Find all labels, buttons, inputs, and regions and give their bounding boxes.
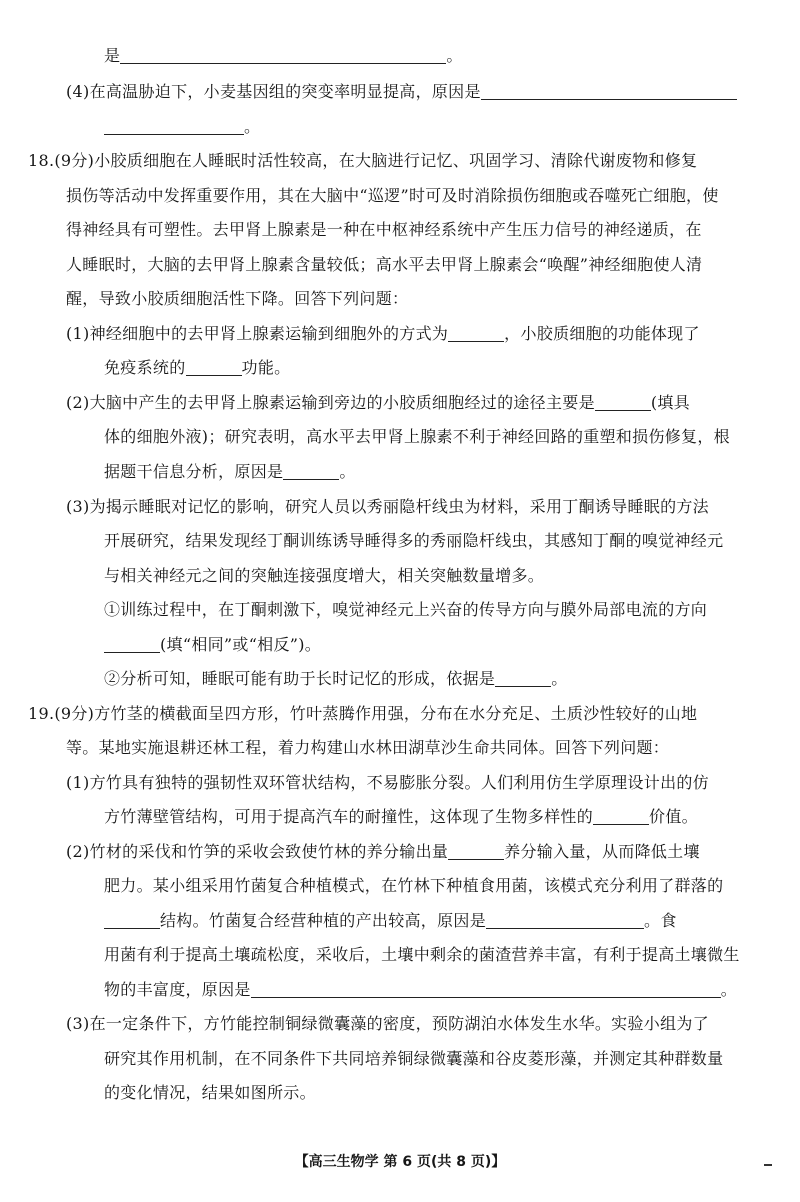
answer-blank	[593, 808, 649, 825]
text: 养分输入量，从而降低土壤	[504, 842, 700, 861]
text: 功能。	[241, 358, 291, 377]
answer-blank	[448, 325, 504, 342]
text: (1)神经细胞中的去甲肾上腺素运输到细胞外的方式为	[66, 324, 449, 343]
q17-part4-cont	[104, 117, 260, 137]
q18-stem: 损伤等活动中发挥重要作用，其在大脑中“巡逻”时可及时消除损伤细胞或吞噬死亡细胞，使	[66, 186, 719, 205]
q19-part2-cont: 用菌有利于提高土壤疏松度，采收后，土壤中剩余的菌渣营养丰富，有利于提高土壤微生	[104, 945, 740, 964]
q18-sub1-cont	[104, 635, 321, 655]
text: (填具	[650, 393, 691, 412]
text: 免疫系统的	[104, 358, 186, 377]
q17-line	[104, 46, 463, 66]
text: (2)大脑中产生的去甲肾上腺素运输到旁边的小胶质细胞经过的途径主要是	[66, 393, 595, 412]
q19-part1-cont	[104, 807, 698, 827]
q18-part3: (3)为揭示睡眠对记忆的影响，研究人员以秀丽隐杆线虫为材料，采用丁酮诱导睡眠的方法	[66, 497, 709, 516]
q19-stem: 等。某地实施退耕还林工程，着力构建山水林田湖草沙生命共同体。回答下列问题：	[66, 738, 670, 757]
text: 是	[104, 46, 121, 65]
answer-blank	[104, 636, 160, 653]
q19-part3: (3)在一定条件下，方竹能控制铜绿微囊藻的密度，预防湖泊水体发生水华。实验小组为了	[66, 1014, 709, 1033]
text: 结构。竹菌复合经营种植的产出较高，原因是	[160, 911, 487, 930]
text: 。	[339, 462, 356, 481]
text: 方竹薄壁管结构，可用于提高汽车的耐撞性，这体现了生物多样性的	[104, 807, 594, 826]
q18-part2-cont: 体的细胞外液)；研究表明，高水平去甲肾上腺素不利于神经回路的重塑和损伤修复，根	[104, 427, 730, 446]
answer-blank	[251, 981, 721, 998]
answer-blank	[104, 118, 244, 135]
text: 据题干信息分析，原因是	[104, 462, 284, 481]
answer-blank	[283, 463, 339, 480]
q19-part2-cont: 肥力。某小组采用竹菌复合种植模式，在竹林下种植食用菌，该模式充分利用了群落的	[104, 876, 724, 895]
q19-part2-cont	[104, 980, 737, 1000]
text: 价值。	[649, 807, 698, 826]
q19-part2-cont	[104, 911, 677, 931]
q18-stem: 18.(9分)小胶质细胞在人睡眠时活性较高，在大脑进行记忆、巩固学习、清除代谢废物和修复	[28, 151, 698, 170]
q19-part2	[66, 842, 700, 862]
q18-stem: 醒，导致小胶质细胞活性下降。回答下列问题：	[66, 289, 409, 308]
q19-part1: (1)方竹具有独特的强韧性双环管状结构，不易膨胀分裂。人们利用仿生学原理设计出的仿	[66, 773, 709, 792]
text: 。	[551, 669, 568, 688]
text: (填“相同”或“相反”)。	[160, 635, 322, 654]
page-footer: 【高三生物学 第 6 页(共 8 页)】	[294, 1154, 506, 1170]
text: ，小胶质细胞的功能体现了	[504, 324, 700, 343]
text: ②分析可知，睡眠可能有助于长时记忆的形成，依据是	[104, 669, 496, 688]
text: 。	[446, 46, 463, 65]
answer-blank	[595, 394, 651, 411]
answer-blank	[186, 359, 242, 376]
q18-part3: 开展研究，结果发现经丁酮训练诱导睡得多的秀丽隐杆线虫，其感知丁酮的嗅觉神经元	[104, 531, 724, 550]
q19-stem: 19.(9分)方竹茎的横截面呈四方形，竹叶蒸腾作用强，分布在水分充足、土质沙性较好的山地	[28, 704, 698, 723]
q18-sub2	[104, 669, 568, 689]
q18-part2-cont	[104, 462, 356, 482]
q19-part3: 研究其作用机制，在不同条件下共同培养铜绿微囊藻和谷皮菱形藻，并测定其种群数量	[104, 1049, 724, 1068]
answer-blank	[486, 912, 644, 929]
q18-sub1: ①训练过程中，在丁酮刺激下，嗅觉神经元上兴奋的传导方向与膜外局部电流的方向	[104, 600, 708, 619]
q18-part1	[66, 324, 700, 344]
answer-blank	[104, 912, 160, 929]
answer-blank	[120, 47, 446, 64]
text: 。	[244, 117, 261, 136]
text: 。食	[644, 911, 677, 930]
q17-part4	[66, 82, 737, 102]
page-corner-mark	[764, 1164, 772, 1166]
q18-part2	[66, 393, 690, 413]
answer-blank	[495, 670, 551, 687]
q18-stem: 人睡眠时，大脑的去甲肾上腺素含量较低；高水平去甲肾上腺素会“唤醒”神经细胞使人清	[66, 255, 703, 274]
q19-part3: 的变化情况，结果如图所示。	[104, 1083, 316, 1102]
text: 物的丰富度，原因是	[104, 980, 251, 999]
answer-blank	[481, 83, 737, 100]
q18-part1-cont	[104, 358, 290, 378]
text: (4)在高温胁迫下，小麦基因组的突变率明显提高，原因是	[66, 82, 481, 101]
q18-stem: 得神经具有可塑性。去甲肾上腺素是一种在中枢神经系统中产生压力信号的神经递质，在	[66, 220, 702, 239]
text: 。	[720, 980, 738, 999]
answer-blank	[448, 843, 504, 860]
text: (2)竹材的采伐和竹笋的采收会致使竹林的养分输出量	[66, 842, 449, 861]
q18-part3: 与相关神经元之间的突触连接强度增大，相关突触数量增多。	[104, 566, 545, 585]
